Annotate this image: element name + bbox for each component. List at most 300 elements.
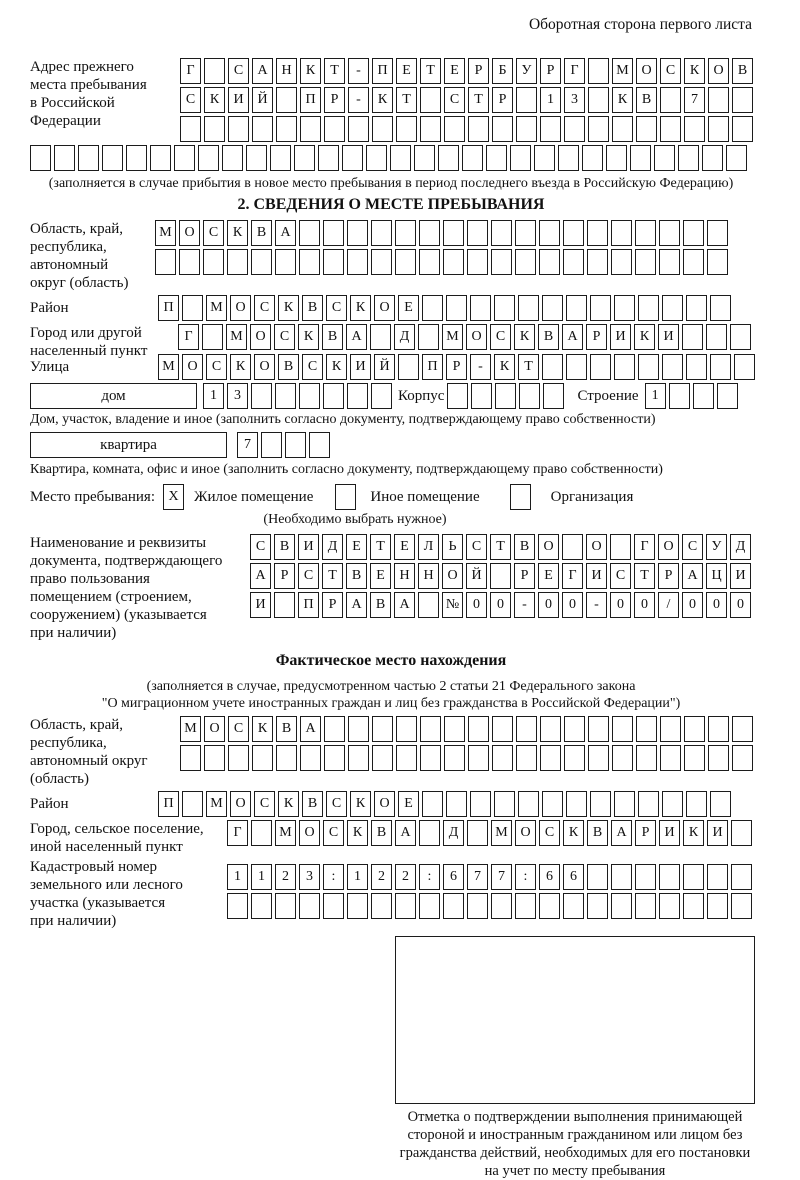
- char-cell: В: [538, 324, 559, 350]
- char-cell: [323, 249, 344, 275]
- char-cell: [468, 745, 489, 771]
- char-cell: [707, 249, 728, 275]
- char-cell: [708, 716, 729, 742]
- char-cell: [371, 249, 392, 275]
- char-cell: [587, 864, 608, 890]
- char-cell: А: [562, 324, 583, 350]
- char-cell: [566, 295, 587, 321]
- char-cell: В: [322, 324, 343, 350]
- char-cell: [515, 249, 536, 275]
- char-cell: 3: [299, 864, 320, 890]
- char-cell: [414, 145, 435, 171]
- char-cell: [732, 87, 753, 113]
- char-cell: А: [611, 820, 632, 846]
- char-cell: [734, 354, 755, 380]
- char-cell: [420, 745, 441, 771]
- char-cell: К: [227, 220, 248, 246]
- char-cell: [635, 864, 656, 890]
- char-cell: [204, 116, 225, 142]
- char-cell: [636, 716, 657, 742]
- char-cell: М: [206, 791, 227, 817]
- cadastre-row-1: [227, 864, 755, 890]
- char-cell: [516, 116, 537, 142]
- char-cell: [710, 295, 731, 321]
- char-cell: Й: [374, 354, 395, 380]
- char-cell: [539, 893, 560, 919]
- char-cell: М: [275, 820, 296, 846]
- char-cell: [635, 220, 656, 246]
- char-cell: [582, 145, 603, 171]
- char-cell: [558, 145, 579, 171]
- char-cell: [708, 116, 729, 142]
- stay-type-checkbox-organization: [510, 484, 531, 510]
- char-cell: 2: [371, 864, 392, 890]
- region-row-1: [155, 220, 731, 246]
- char-cell: [542, 354, 563, 380]
- char-cell: Р: [540, 58, 561, 84]
- char-cell: [299, 249, 320, 275]
- char-cell: [204, 745, 225, 771]
- char-cell: №: [442, 592, 463, 618]
- char-cell: [347, 220, 368, 246]
- char-cell: [182, 295, 203, 321]
- char-cell: К: [347, 820, 368, 846]
- char-cell: Е: [370, 563, 391, 589]
- char-cell: [467, 893, 488, 919]
- char-cell: [198, 145, 219, 171]
- char-cell: [662, 295, 683, 321]
- stay-type-option-organization: Организация: [550, 489, 634, 505]
- char-cell: У: [516, 58, 537, 84]
- char-cell: [519, 383, 540, 409]
- char-cell: [371, 220, 392, 246]
- actual-region-field: [30, 716, 752, 788]
- char-cell: [660, 716, 681, 742]
- char-cell: [203, 249, 224, 275]
- char-cell: О: [636, 58, 657, 84]
- char-cell: С: [323, 820, 344, 846]
- document-field: [30, 534, 752, 642]
- char-cell: Р: [586, 324, 607, 350]
- char-cell: [708, 87, 729, 113]
- char-cell: [274, 592, 295, 618]
- actual-region-label: Область, край, республика, автономный округ (область): [30, 717, 148, 787]
- char-cell: Е: [398, 295, 419, 321]
- char-cell: [270, 145, 291, 171]
- stay-type-label: Место пребывания:: [30, 489, 155, 505]
- char-cell: [540, 716, 561, 742]
- char-cell: [654, 145, 675, 171]
- char-cell: [276, 745, 297, 771]
- char-cell: [468, 716, 489, 742]
- char-cell: И: [610, 324, 631, 350]
- char-cell: С: [326, 295, 347, 321]
- char-cell: 0: [538, 592, 559, 618]
- char-cell: А: [250, 563, 271, 589]
- char-cell: [732, 116, 753, 142]
- char-cell: К: [252, 716, 273, 742]
- char-cell: [660, 116, 681, 142]
- char-cell: Д: [394, 324, 415, 350]
- char-cell: [590, 354, 611, 380]
- prev-address-row-2: [180, 87, 756, 113]
- char-cell: [446, 791, 467, 817]
- char-cell: [438, 145, 459, 171]
- char-cell: [564, 716, 585, 742]
- char-cell: [323, 893, 344, 919]
- char-cell: К: [278, 295, 299, 321]
- char-cell: [731, 820, 752, 846]
- char-cell: Т: [420, 58, 441, 84]
- char-cell: [590, 791, 611, 817]
- char-cell: [252, 745, 273, 771]
- char-cell: В: [276, 716, 297, 742]
- actual-location-title: Фактическое место нахождения: [275, 652, 507, 669]
- char-cell: Д: [322, 534, 343, 560]
- char-cell: О: [658, 534, 679, 560]
- char-cell: [396, 716, 417, 742]
- char-cell: О: [442, 563, 463, 589]
- char-cell: [612, 716, 633, 742]
- char-cell: [174, 145, 195, 171]
- char-cell: Г: [564, 58, 585, 84]
- char-cell: [588, 58, 609, 84]
- char-cell: [707, 893, 728, 919]
- char-cell: С: [203, 220, 224, 246]
- char-cell: [419, 893, 440, 919]
- char-cell: [494, 295, 515, 321]
- char-cell: [419, 249, 440, 275]
- char-cell: В: [370, 592, 391, 618]
- char-cell: [590, 295, 611, 321]
- char-cell: И: [228, 87, 249, 113]
- char-cell: К: [372, 87, 393, 113]
- char-cell: Д: [730, 534, 751, 560]
- char-cell: [683, 893, 704, 919]
- char-cell: [683, 864, 704, 890]
- char-cell: [372, 116, 393, 142]
- char-cell: [686, 295, 707, 321]
- char-cell: И: [707, 820, 728, 846]
- char-cell: [324, 745, 345, 771]
- char-cell: [610, 534, 631, 560]
- char-cell: [398, 354, 419, 380]
- char-cell: [102, 145, 123, 171]
- char-cell: Т: [324, 58, 345, 84]
- city-label: Город или другой населенный пункт: [30, 325, 148, 359]
- char-cell: [251, 383, 272, 409]
- char-cell: [251, 820, 272, 846]
- char-cell: Р: [635, 820, 656, 846]
- char-cell: [180, 745, 201, 771]
- char-cell: [611, 864, 632, 890]
- char-cell: [179, 249, 200, 275]
- char-cell: У: [706, 534, 727, 560]
- char-cell: В: [514, 534, 535, 560]
- char-cell: [708, 745, 729, 771]
- char-cell: А: [394, 592, 415, 618]
- char-cell: С: [206, 354, 227, 380]
- char-cell: К: [612, 87, 633, 113]
- char-cell: [612, 745, 633, 771]
- char-cell: А: [252, 58, 273, 84]
- char-cell: [717, 383, 738, 409]
- region-row-2: [155, 249, 731, 275]
- char-cell: -: [470, 354, 491, 380]
- char-cell: [419, 220, 440, 246]
- char-cell: [494, 791, 515, 817]
- cadastre-field: [30, 858, 752, 930]
- char-cell: [420, 116, 441, 142]
- char-cell: О: [179, 220, 200, 246]
- char-cell: С: [444, 87, 465, 113]
- char-cell: [471, 383, 492, 409]
- char-cell: [515, 220, 536, 246]
- char-cell: 7: [491, 864, 512, 890]
- char-cell: С: [274, 324, 295, 350]
- char-cell: [348, 716, 369, 742]
- char-cell: С: [610, 563, 631, 589]
- char-cell: [371, 893, 392, 919]
- char-cell: А: [346, 324, 367, 350]
- char-cell: С: [302, 354, 323, 380]
- char-cell: [587, 249, 608, 275]
- char-cell: 0: [610, 592, 631, 618]
- char-cell: [447, 383, 468, 409]
- char-cell: [347, 893, 368, 919]
- actual-region-row-2: [180, 745, 756, 771]
- char-cell: В: [302, 791, 323, 817]
- char-cell: Т: [490, 534, 511, 560]
- char-cell: [678, 145, 699, 171]
- char-cell: [318, 145, 339, 171]
- char-cell: [285, 432, 306, 458]
- char-cell: 1: [203, 383, 224, 409]
- district-field: [30, 295, 752, 321]
- char-cell: [683, 220, 704, 246]
- char-cell: [251, 249, 272, 275]
- char-cell: Т: [634, 563, 655, 589]
- char-cell: О: [254, 354, 275, 380]
- char-cell: [630, 145, 651, 171]
- char-cell: [614, 295, 635, 321]
- prev-address-row-1: [180, 58, 756, 84]
- char-cell: Р: [492, 87, 513, 113]
- char-cell: С: [254, 791, 275, 817]
- char-cell: [731, 893, 752, 919]
- char-cell: [510, 145, 531, 171]
- char-cell: Р: [446, 354, 467, 380]
- char-cell: [251, 893, 272, 919]
- char-cell: К: [514, 324, 535, 350]
- char-cell: [587, 893, 608, 919]
- char-cell: [78, 145, 99, 171]
- char-cell: С: [466, 534, 487, 560]
- char-cell: [516, 716, 537, 742]
- char-cell: В: [274, 534, 295, 560]
- char-cell: [155, 249, 176, 275]
- char-cell: :: [515, 864, 536, 890]
- char-cell: [228, 745, 249, 771]
- char-cell: [659, 864, 680, 890]
- char-cell: Г: [634, 534, 655, 560]
- char-cell: [299, 220, 320, 246]
- char-cell: С: [180, 87, 201, 113]
- char-cell: [635, 893, 656, 919]
- page-title: Оборотная сторона первого листа: [528, 16, 752, 33]
- char-cell: [347, 383, 368, 409]
- char-cell: В: [371, 820, 392, 846]
- char-cell: [587, 220, 608, 246]
- stay-type-note: (Необходимо выбрать нужное): [263, 512, 447, 527]
- char-cell: [180, 116, 201, 142]
- char-cell: Б: [492, 58, 513, 84]
- house-box-label: дом: [30, 383, 197, 409]
- char-cell: О: [515, 820, 536, 846]
- char-cell: [348, 116, 369, 142]
- actual-location-note-1: (заполняется в случае, предусмотренном частью 2 статьи 21 Федерального закона: [146, 679, 636, 694]
- char-cell: [342, 145, 363, 171]
- char-cell: [420, 716, 441, 742]
- section2-title: 2. СВЕДЕНИЯ О МЕСТЕ ПРЕБЫВАНИЯ: [237, 196, 545, 213]
- char-cell: [468, 116, 489, 142]
- char-cell: [252, 116, 273, 142]
- char-cell: Р: [324, 87, 345, 113]
- actual-district-row: [158, 791, 734, 817]
- char-cell: [276, 116, 297, 142]
- char-cell: [588, 716, 609, 742]
- char-cell: К: [204, 87, 225, 113]
- char-cell: К: [298, 324, 319, 350]
- char-cell: [246, 145, 267, 171]
- char-cell: 7: [467, 864, 488, 890]
- char-cell: [222, 145, 243, 171]
- char-cell: 1: [347, 864, 368, 890]
- char-cell: [470, 791, 491, 817]
- char-cell: [467, 820, 488, 846]
- char-cell: [418, 324, 439, 350]
- char-cell: 0: [634, 592, 655, 618]
- region-label: Область, край, республика, автономный округ (область): [30, 221, 129, 291]
- char-cell: [420, 87, 441, 113]
- house-row: [203, 383, 395, 409]
- char-cell: С: [660, 58, 681, 84]
- char-cell: Р: [658, 563, 679, 589]
- char-cell: -: [514, 592, 535, 618]
- char-cell: [275, 249, 296, 275]
- char-cell: О: [299, 820, 320, 846]
- char-cell: 0: [466, 592, 487, 618]
- char-cell: Г: [178, 324, 199, 350]
- char-cell: В: [587, 820, 608, 846]
- char-cell: [492, 745, 513, 771]
- char-cell: [659, 220, 680, 246]
- char-cell: [606, 145, 627, 171]
- actual-city-row: [227, 820, 755, 846]
- prev-address-section: [30, 58, 752, 142]
- char-cell: В: [278, 354, 299, 380]
- char-cell: [563, 249, 584, 275]
- char-cell: С: [254, 295, 275, 321]
- apartment-row: [237, 432, 333, 458]
- char-cell: М: [155, 220, 176, 246]
- char-cell: М: [491, 820, 512, 846]
- char-cell: С: [298, 563, 319, 589]
- char-cell: [534, 145, 555, 171]
- char-cell: [732, 716, 753, 742]
- stroenie-row: [645, 383, 741, 409]
- char-cell: [366, 145, 387, 171]
- char-cell: [588, 745, 609, 771]
- char-cell: [563, 220, 584, 246]
- street-field: [30, 354, 752, 380]
- char-cell: Й: [252, 87, 273, 113]
- char-cell: [660, 87, 681, 113]
- char-cell: О: [230, 295, 251, 321]
- char-cell: [396, 116, 417, 142]
- char-cell: П: [158, 791, 179, 817]
- prev-address-row-4: [30, 145, 752, 171]
- char-cell: И: [730, 563, 751, 589]
- char-cell: П: [158, 295, 179, 321]
- char-cell: Л: [418, 534, 439, 560]
- char-cell: [542, 295, 563, 321]
- char-cell: [516, 87, 537, 113]
- char-cell: [372, 716, 393, 742]
- char-cell: [495, 383, 516, 409]
- district-row: [158, 295, 734, 321]
- char-cell: [730, 324, 751, 350]
- prev-address-row-3: [180, 116, 756, 142]
- cadastre-label: Кадастровый номер земельного или лесного участка (указывается при наличии): [30, 859, 183, 929]
- char-cell: [422, 791, 443, 817]
- house-note: Дом, участок, владение и иное (заполнить согласно документу, подтверждающему право собственности): [30, 412, 656, 427]
- char-cell: [638, 791, 659, 817]
- korpus-label: Корпус: [398, 388, 445, 404]
- char-cell: Р: [468, 58, 489, 84]
- char-cell: [490, 563, 511, 589]
- char-cell: :: [419, 864, 440, 890]
- char-cell: [30, 145, 51, 171]
- char-cell: [612, 116, 633, 142]
- char-cell: Г: [180, 58, 201, 84]
- char-cell: [446, 295, 467, 321]
- char-cell: [324, 716, 345, 742]
- char-cell: Р: [322, 592, 343, 618]
- char-cell: [662, 791, 683, 817]
- char-cell: Е: [538, 563, 559, 589]
- char-cell: А: [395, 820, 416, 846]
- confirmation-stamp-caption: Отметка о подтверждении выполнения принимающей стороной и иностранным гражданином или лицом без гражданства действий, необходимых для его постановки на учет по месту пребывания: [399, 1109, 751, 1179]
- char-cell: Е: [396, 58, 417, 84]
- char-cell: [486, 145, 507, 171]
- char-cell: М: [442, 324, 463, 350]
- actual-city-field: [30, 820, 752, 856]
- char-cell: Н: [418, 563, 439, 589]
- char-cell: Е: [394, 534, 415, 560]
- char-cell: [443, 249, 464, 275]
- char-cell: Т: [322, 563, 343, 589]
- char-cell: [182, 791, 203, 817]
- cadastre-row-2: [227, 893, 755, 919]
- char-cell: [491, 220, 512, 246]
- char-cell: 3: [227, 383, 248, 409]
- char-cell: 1: [540, 87, 561, 113]
- stay-type-option-other: Иное помещение: [370, 489, 480, 505]
- char-cell: А: [682, 563, 703, 589]
- char-cell: Т: [396, 87, 417, 113]
- char-cell: [588, 87, 609, 113]
